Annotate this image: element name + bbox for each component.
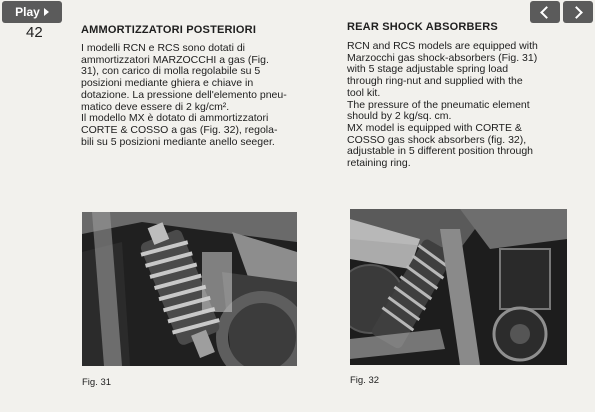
english-line: tool kit. [347, 86, 381, 99]
italian-line: matico deve essere di 2 kg/cm². [81, 100, 230, 113]
english-line: MX model is equipped with CORTE & [347, 121, 522, 134]
fig-32-photo [350, 209, 567, 365]
english-line: COSSO gas shock absorbers (fig. 32), [347, 133, 527, 146]
italian-line: ammortizzatori MARZOCCHI a gas (Fig. [81, 53, 269, 66]
english-line: Marzocchi gas shock-absorbers (Fig. 31) [347, 51, 538, 64]
previous-page-button[interactable] [530, 1, 560, 23]
italian-line: 31), con carico di molla regolabile su 5 [81, 65, 261, 78]
italian-line: CORTE & COSSO a gas (Fig. 32), regola- [81, 123, 278, 136]
next-page-button[interactable] [563, 1, 593, 23]
italian-heading: AMMORTIZZATORI POSTERIORI [81, 24, 257, 36]
italian-line: bili su 5 posizioni mediante anello seeger. [81, 135, 275, 148]
page-number: 42 [26, 24, 43, 41]
fig-31-caption: Fig. 31 [82, 377, 112, 388]
chevron-left-icon [540, 6, 553, 19]
fig-32-caption: Fig. 32 [350, 375, 380, 386]
italian-line: Il modello MX è dotato di ammortizzatori [81, 112, 269, 125]
english-line: should by 2 kg/sq. cm. [347, 110, 452, 123]
shock-absorber-photo-31 [82, 212, 297, 366]
english-line: RCN and RCS models are equipped with [347, 40, 538, 52]
english-body [347, 41, 569, 170]
english-line: The pressure of the pneumatic element [347, 98, 530, 111]
italian-body [81, 43, 299, 148]
english-line: through ring-nut and supplied with the [347, 75, 523, 88]
english-line: with 5 stage adjustable spring load [347, 63, 509, 76]
english-line: retaining ring. [347, 157, 411, 170]
play-icon [44, 8, 49, 16]
english-line: adjustable in 5 different position through [347, 145, 534, 158]
english-heading: REAR SHOCK ABSORBERS [347, 21, 498, 33]
italian-line: dotazione. La pressione dell'elemento pneu- [81, 88, 287, 101]
chevron-right-icon [570, 6, 583, 19]
play-button[interactable] [2, 1, 62, 23]
play-label: Play [15, 5, 40, 19]
italian-line: posizioni mediante ghiera e chiave in [81, 77, 254, 90]
fig-31-photo [82, 212, 297, 366]
shock-absorber-photo-32 [350, 209, 567, 365]
italian-line: I modelli RCN e RCS sono dotati di [81, 42, 245, 54]
